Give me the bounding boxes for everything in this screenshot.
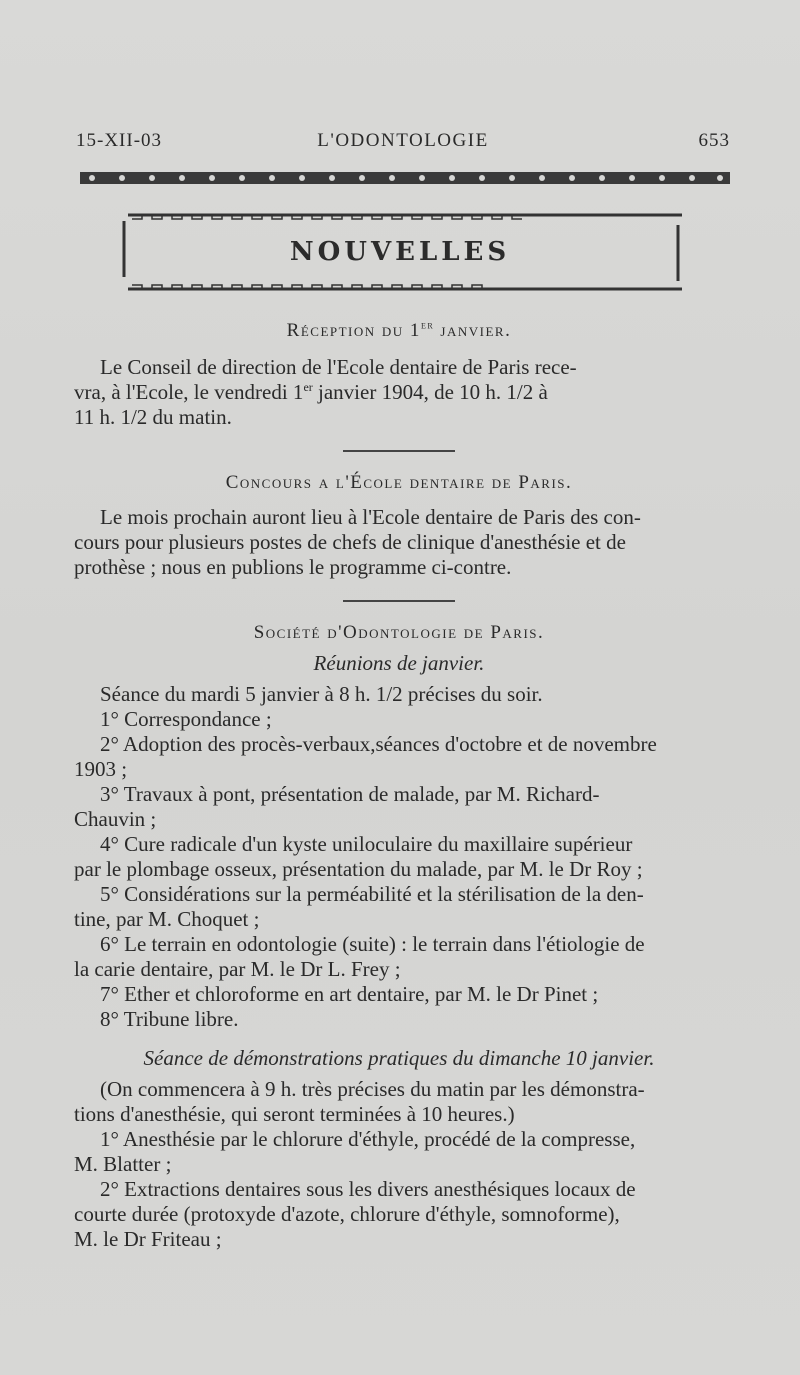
concours-line-3: prothèse ; nous en publions le programme ci-contre.	[74, 555, 512, 579]
demo-line: courte durée (protoxyde d'azote, chlorure d'éthyle, somnoforme),	[74, 1202, 620, 1226]
subheading-demonstrations: Séance de démonstrations pratiques du dimanche 10 janvier.	[143, 1046, 655, 1070]
agenda-item: 7° Ether et chloroforme en art dentaire, par M. le Dr Pinet ;	[100, 982, 599, 1006]
agenda-item: 2° Adoption des procès-verbaux,séances d'octobre et de novembre	[100, 732, 657, 756]
concours-line-1: Le mois prochain auront lieu à l'Ecole dentaire de Paris des con-	[100, 505, 641, 529]
demo-line: 1° Anesthésie par le chlorure d'éthyle, procédé de la compresse,	[100, 1127, 636, 1151]
agenda-item-cont: 1903 ;	[74, 757, 128, 781]
section-banner-title: NOUVELLES	[289, 237, 511, 267]
concours-line-2: cours pour plusieurs postes de chefs de clinique d'anesthésie et de	[74, 530, 626, 554]
agenda-item: 1° Correspondance ;	[100, 707, 272, 731]
heading-reception: Réception du 1er janvier.	[286, 317, 512, 341]
reception-line-2: vra, à l'Ecole, le vendredi 1er janvier 1904, de 10 h. 1/2 à	[74, 380, 548, 404]
header-page-number: 653	[698, 130, 730, 151]
agenda-item-cont: la carie dentaire, par M. le Dr L. Frey ;	[74, 957, 401, 981]
heading-societe: Société d'Odontologie de Paris.	[253, 622, 545, 643]
reception-line-1: Le Conseil de direction de l'Ecole dentaire de Paris rece-	[100, 355, 577, 379]
header-date: 15-XII-03	[76, 130, 163, 151]
heading-concours: Concours a l'École dentaire de Paris.	[225, 472, 573, 493]
agenda-item: 4° Cure radicale d'un kyste uniloculaire du maxillaire supérieur	[100, 832, 633, 856]
article-body	[74, 318, 724, 1252]
reception-line-3: 11 h. 1/2 du matin.	[74, 405, 232, 429]
demo-line: (On commencera à 9 h. très précises du matin par les démonstra-	[100, 1077, 645, 1101]
demo-line: 2° Extractions dentaires sous les divers anesthésiques locaux de	[100, 1177, 636, 1201]
running-header	[76, 130, 730, 158]
agenda-item: 6° Le terrain en odontologie (suite) : le terrain dans l'étiologie de	[100, 932, 645, 956]
subheading-reunions: Réunions de janvier.	[313, 651, 485, 675]
ornamental-band	[80, 170, 730, 186]
agenda-item-cont: Chauvin ;	[74, 807, 157, 831]
agenda-item: 5° Considérations sur la perméabilité et la stérilisation de la den-	[100, 882, 644, 906]
demo-line: tions d'anesthésie, qui seront terminées à 10 heures.)	[74, 1102, 515, 1126]
seance-line: Séance du mardi 5 janvier à 8 h. 1/2 précises du soir.	[100, 682, 543, 706]
agenda-item: 3° Travaux à pont, présentation de malade, par M. Richard-	[100, 782, 600, 806]
demo-line: M. le Dr Friteau ;	[74, 1227, 222, 1251]
header-journal-title: L'ODONTOLOGIE	[317, 130, 489, 151]
agenda-item: 8° Tribune libre.	[100, 1007, 239, 1031]
agenda-item-cont: tine, par M. Choquet ;	[74, 907, 260, 931]
agenda-item-cont: par le plombage osseux, présentation du malade, par M. le Dr Roy ;	[74, 857, 643, 881]
demo-line: M. Blatter ;	[74, 1152, 172, 1176]
